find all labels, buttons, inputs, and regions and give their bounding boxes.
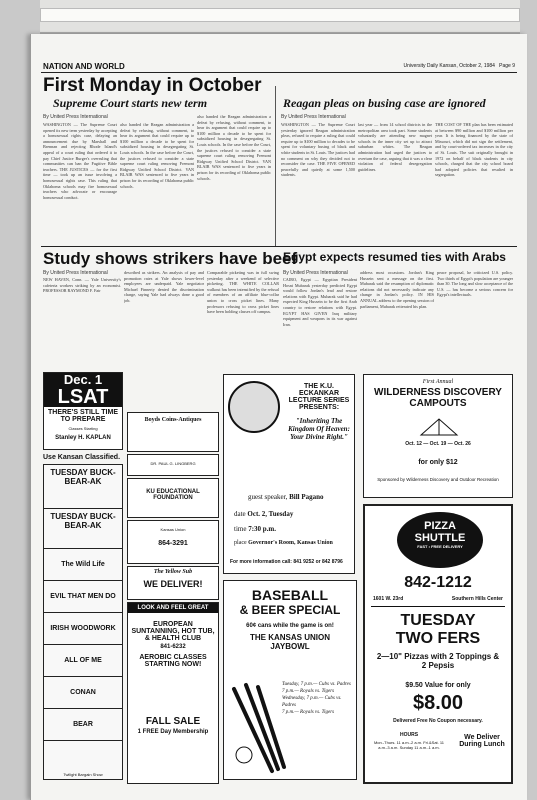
story4-byline: By United Press International — [283, 270, 348, 276]
pizza-name-2: SHUTTLE — [414, 532, 466, 544]
eckankar-emblem — [228, 381, 280, 433]
section-rule — [41, 246, 517, 247]
story2-byline: By United Press International — [281, 114, 346, 120]
promo-price: $8.00 — [412, 692, 464, 714]
story3-headline: Study shows strikers have beef — [43, 249, 298, 268]
aerobics-classes: AEROBIC CLASSES STARTING NOW! — [139, 654, 207, 668]
baseball-bats-icon — [228, 681, 288, 777]
campout-dates: Oct. 12 — Oct. 19 — Oct. 26 — [405, 441, 471, 447]
game-4: 7 p.m.— Royals vs. Tigers — [282, 710, 335, 715]
yellow-sub-name: The Yellow Sub — [153, 569, 193, 575]
baseball-beer-ad — [223, 580, 357, 780]
place-label: place — [234, 540, 247, 546]
story4-col3: peace proposal, he criticized U.S. policy. Two thirds of Egypt's population are younger than 30. The long and slow acceptance of the U.S. — has become a serious concern for Egypt's intellectuals. — [437, 270, 513, 298]
union-ad — [127, 520, 219, 564]
movie-list — [44, 549, 122, 741]
movie-listing-item: BEAR — [44, 709, 122, 741]
pizza-center: Southern Hills Center — [451, 596, 503, 602]
movie-listing-item: EVIL THAT MEN DO — [44, 581, 122, 613]
ku-foundation-ad — [127, 478, 219, 518]
movie-listing-item: IRISH WOODWORK — [44, 613, 122, 645]
story2-col3: THE COST OF THE plan has been estimated at between $90 million and $100 million per year. It is being financed by the state of Missouri, which did not sign the settlement, and by court-ordered tax increases in the city of St. Louis. The suit originally brought in 1972 on behalf of black students in city schools, charged that the city school board had adopted policies that resulted in segregation. — [435, 122, 513, 178]
paper-dateline: University Daily Kansan, October 2, 1984 — [403, 63, 495, 69]
previous-page-strip — [40, 8, 520, 22]
tent-icon — [419, 417, 459, 437]
game-1: Tuesday, 7 p.m.— Cubs vs. Padres — [282, 682, 351, 687]
story3-col2: described as strikers. An analysis of pay and promotion rates at Yale shows lower-level employees are underpaid. Yale negotiator Michael Finnerty denied the discrimination charge, saying Yale had always done a good job. — [124, 270, 204, 303]
eckankar-lecture-ad — [223, 374, 355, 574]
lecture-place: Governor's Room, Kansas Union — [248, 540, 333, 546]
lsat-ad — [43, 372, 123, 450]
pizza-address: 1601 W. 23rd — [373, 596, 404, 602]
story1-col3: also handed the Reagan administration a defeat by refusing, without comment, to hear its argument that could require up to $100 million a decade to be spent for subsidized housing in desegregating St. Louis schools. In the case before the Court, the justices refused to consider a state supreme court ruling removing Fremont Ridgway Unified School District. VAN BLAIR WAS sentenced to five years in prison for its recording of Oklahoma public schools. — [197, 114, 271, 181]
lecture-info: For more information call: 841 9252 or 842 8796 — [230, 559, 343, 565]
story4-headline: Egypt expects resumed ties with Arabs — [283, 250, 506, 264]
speaker-line — [248, 493, 324, 501]
ku-foundation-name: KU EDUCATIONAL FOUNDATION — [146, 489, 200, 501]
union-name: Kansas Union — [160, 527, 186, 532]
speaker-name: Bill Pagano — [289, 493, 324, 501]
movie-promo-2: TUESDAY BUCK-BEAR-AK — [44, 509, 122, 549]
baseball-title: BASEBALL — [251, 587, 329, 603]
movie-listing-item: The Wild Life — [44, 549, 122, 581]
pizza-divider — [371, 606, 505, 607]
story2-col2: last year — from 14 school districts in the metropolitan area took part. Some students voluntarily are attending new magnet schools in the inner city set up to attract suburban whites. The Reagan administration had urged the justices to overturn the case, arguing that it was a clear violation of federal desegregation guidelines. — [358, 122, 432, 172]
lecture-place-line — [234, 540, 333, 546]
promo-detail: 2—10" Pizzas with 2 Toppings & 2 Pepsis — [376, 652, 500, 670]
hours-text: Mon.-Thurs. 11 a.m.-2 a.m. Fri.&Sat. 11 a.m.-3 a.m. Sunday 11 a.m.-1 a.m. — [373, 740, 445, 750]
story2-headline: Reagan pleas on busing case are ignored — [283, 96, 486, 110]
speaker-label: guest speaker, — [248, 493, 288, 501]
lsat-date: Dec. 1 — [44, 373, 122, 387]
story1-col1: WASHINGTON — The Supreme Court opened its new term yesterday by accepting a homosexual rights case, delaying an announcement due by Marshall and Brennan and rejecting Rhode Island's appeal of a court ruling that ordered it to pay Chief Justice Burger's overruling that communities can ban the Fugitive Bible teachers. THE JUSTICES — for the first time — took up an issue involving a homosexual rights case. This ruling that Oklahoma schools may fire homosexual teachers who advocate or encourage homosexual conduct. — [43, 122, 117, 200]
movie-listing-item: ALL OF ME — [44, 645, 122, 677]
promo-day: TUESDAY — [400, 612, 476, 629]
lsat-title: LSAT — [44, 387, 122, 407]
lingberg-ad — [127, 454, 219, 476]
wilderness-campouts-ad — [363, 374, 513, 498]
pizza-phone: 842-1212 — [404, 574, 472, 591]
page-header-info — [404, 63, 515, 69]
movie-footer: Twilight Bargain Show — [63, 772, 103, 777]
union-phone: 864-3291 — [158, 540, 188, 547]
lunch-delivery: We Deliver During Lunch — [459, 734, 505, 748]
wilderness-intro: First Annual — [422, 379, 454, 385]
page-number: Page 9 — [499, 63, 515, 69]
story1-byline: By United Press International — [43, 114, 108, 120]
health-club-ad — [127, 602, 219, 784]
boyds-coins-name: Boyds Coins-Antiques — [144, 417, 202, 423]
movie-listing-item: CONAN — [44, 677, 122, 709]
health-headline: LOOK AND FEEL GREAT — [128, 603, 218, 613]
lecture-topic: "Inheriting The Kingdom Of Heaven: Your Divine Right." — [288, 417, 350, 441]
game-schedule — [282, 681, 354, 716]
health-phone: 841-6232 — [160, 644, 186, 650]
health-club-name: EUROPEAN SUNTANNING, HOT TUB, & HEALTH CLUB — [131, 621, 215, 642]
campout-sponsor: Sponsored by Wilderness Discovery and Outdoor Recreation — [377, 477, 499, 482]
free-day-offer: 1 FREE Day Membership — [137, 729, 209, 735]
story3-col3: Comparable picketing was in full swing yesterday after a weekend of selective picketing. THE WHITE COLLAR walkout has been intensified by the refusal of members of an affiliate blue-collar union to cross picket lines. Many professors refusing to cross picket lines have been holding classes off campus. — [207, 270, 279, 315]
lecture-title: THE K.U. ECKANKAR LECTURE SERIES PRESENTS: — [288, 383, 350, 411]
boyds-coins-ad — [127, 412, 219, 452]
story4-col1: CAIRO, Egypt — Egyptian President Hosni Mubarak yesterday predicted Egypt would follow Jordan's lead and restore relations with Egypt. Mubarak said he had expected King Hussein to be the first Arab country to restore relations with Egypt. EGYPT HAS GIVEN Iraq military equipment and weapons in its war against Iran. — [283, 277, 357, 327]
lsat-firm: Stanley H. KAPLAN — [55, 435, 111, 441]
story4-col2: address most occasions. Jordan's King Hussein sent a message on the first. Mubarak said the resumption of diplomatic relations did not necessarily indicate any change in Jordan's policy. IN HIS ANNUAL address to the opening session of parliament, Mubarak reiterated his plan. — [360, 270, 434, 309]
game-3: Wednesday, 7 p.m.— Cubs vs. Padres — [282, 696, 342, 708]
column-rule — [275, 86, 276, 246]
lsat-tagline: THERE'S STILL TIME TO PREPARE — [48, 409, 118, 423]
story3-byline: By United Press International — [43, 270, 108, 276]
movie-promo-1: TUESDAY BUCK-BEAR-AK — [44, 465, 122, 509]
section-label: NATION AND WORLD — [43, 62, 125, 71]
pizza-tagline: FAST • FREE DELIVERY — [417, 544, 463, 549]
fall-sale: FALL SALE — [145, 716, 201, 727]
time-label: time — [234, 525, 247, 533]
beer-special-title: & BEER SPECIAL — [239, 603, 341, 617]
pizza-shuttle-logo — [397, 512, 483, 568]
lecture-date: Oct. 2, Tuesday — [247, 510, 294, 518]
promo-value: $9.50 Value for only — [405, 682, 471, 689]
classified-label: Use Kansan Classified. — [43, 454, 121, 461]
campout-price: for only $12 — [418, 459, 458, 466]
pizza-name-1: PIZZA — [424, 520, 456, 532]
promo-name: TWO FERS — [395, 630, 481, 647]
wilderness-title: WILDERNESS DISCOVERY CAMPOUTS — [374, 387, 502, 409]
story1-deck: Supreme Court starts new term — [53, 96, 208, 110]
game-2: 7 p.m.— Royals vs. Tigers — [282, 689, 335, 694]
yellow-sub-deliver: WE DELIVER! — [143, 579, 203, 589]
header-rule — [41, 72, 517, 73]
story1-col2: also handed the Reagan administration a defeat by refusing, without comment, to hear its argument that could require up to $100 million a decade to be spent for subsidized housing in desegregating St. Louis schools. In the case before the Court, the justices refused to consider a state supreme court ruling removing Fremont Ridgway Unified School District. VAN BLAIR WAS sentenced to five years in prison for its recording of Oklahoma public schools. — [120, 122, 194, 189]
lecture-time-line — [234, 525, 276, 533]
newspaper-page — [30, 34, 527, 800]
story3-col1: NEW HAVEN, Conn. — Yale University's cafeteria workers striking by an economist. PROFESSOR RAYMOND F. Fair — [43, 277, 121, 294]
lsat-classes: Classes Starting — [68, 426, 98, 431]
pizza-location — [373, 596, 503, 602]
lecture-time: 7:30 p.m. — [248, 525, 277, 533]
hours-label: HOURS — [399, 732, 419, 738]
movie-listings-ad — [43, 464, 123, 780]
promo-fine-print: Delivered Free No Coupon necessary. — [393, 718, 483, 724]
venue-union: THE KANSAS UNION — [249, 633, 330, 642]
story1-headline: First Monday in October — [43, 75, 262, 96]
beer-offer: 60¢ cans while the game is on! — [246, 623, 334, 629]
story2-col1: WASHINGTON — The Supreme Court yesterday ignored Reagan administration pleas, refused to require a ruling that could require up to $100 million to decades to be spent for voluntary busing of black and white students in St. Louis. The justices had no comment on why they decided not to reconsider the case. THE FIVE OPENED peacefully and quietly at some 1,500 students. — [281, 122, 355, 178]
venue-jaybowl: JAYBOWL — [270, 642, 310, 651]
date-label: date — [234, 510, 246, 518]
lecture-date-line — [234, 510, 293, 518]
pizza-shuttle-ad — [363, 504, 513, 784]
binding-edge — [40, 0, 520, 34]
yellow-sub-ad — [127, 566, 219, 600]
lingberg-name: DR. PAUL G. LINGBERG — [150, 461, 196, 466]
